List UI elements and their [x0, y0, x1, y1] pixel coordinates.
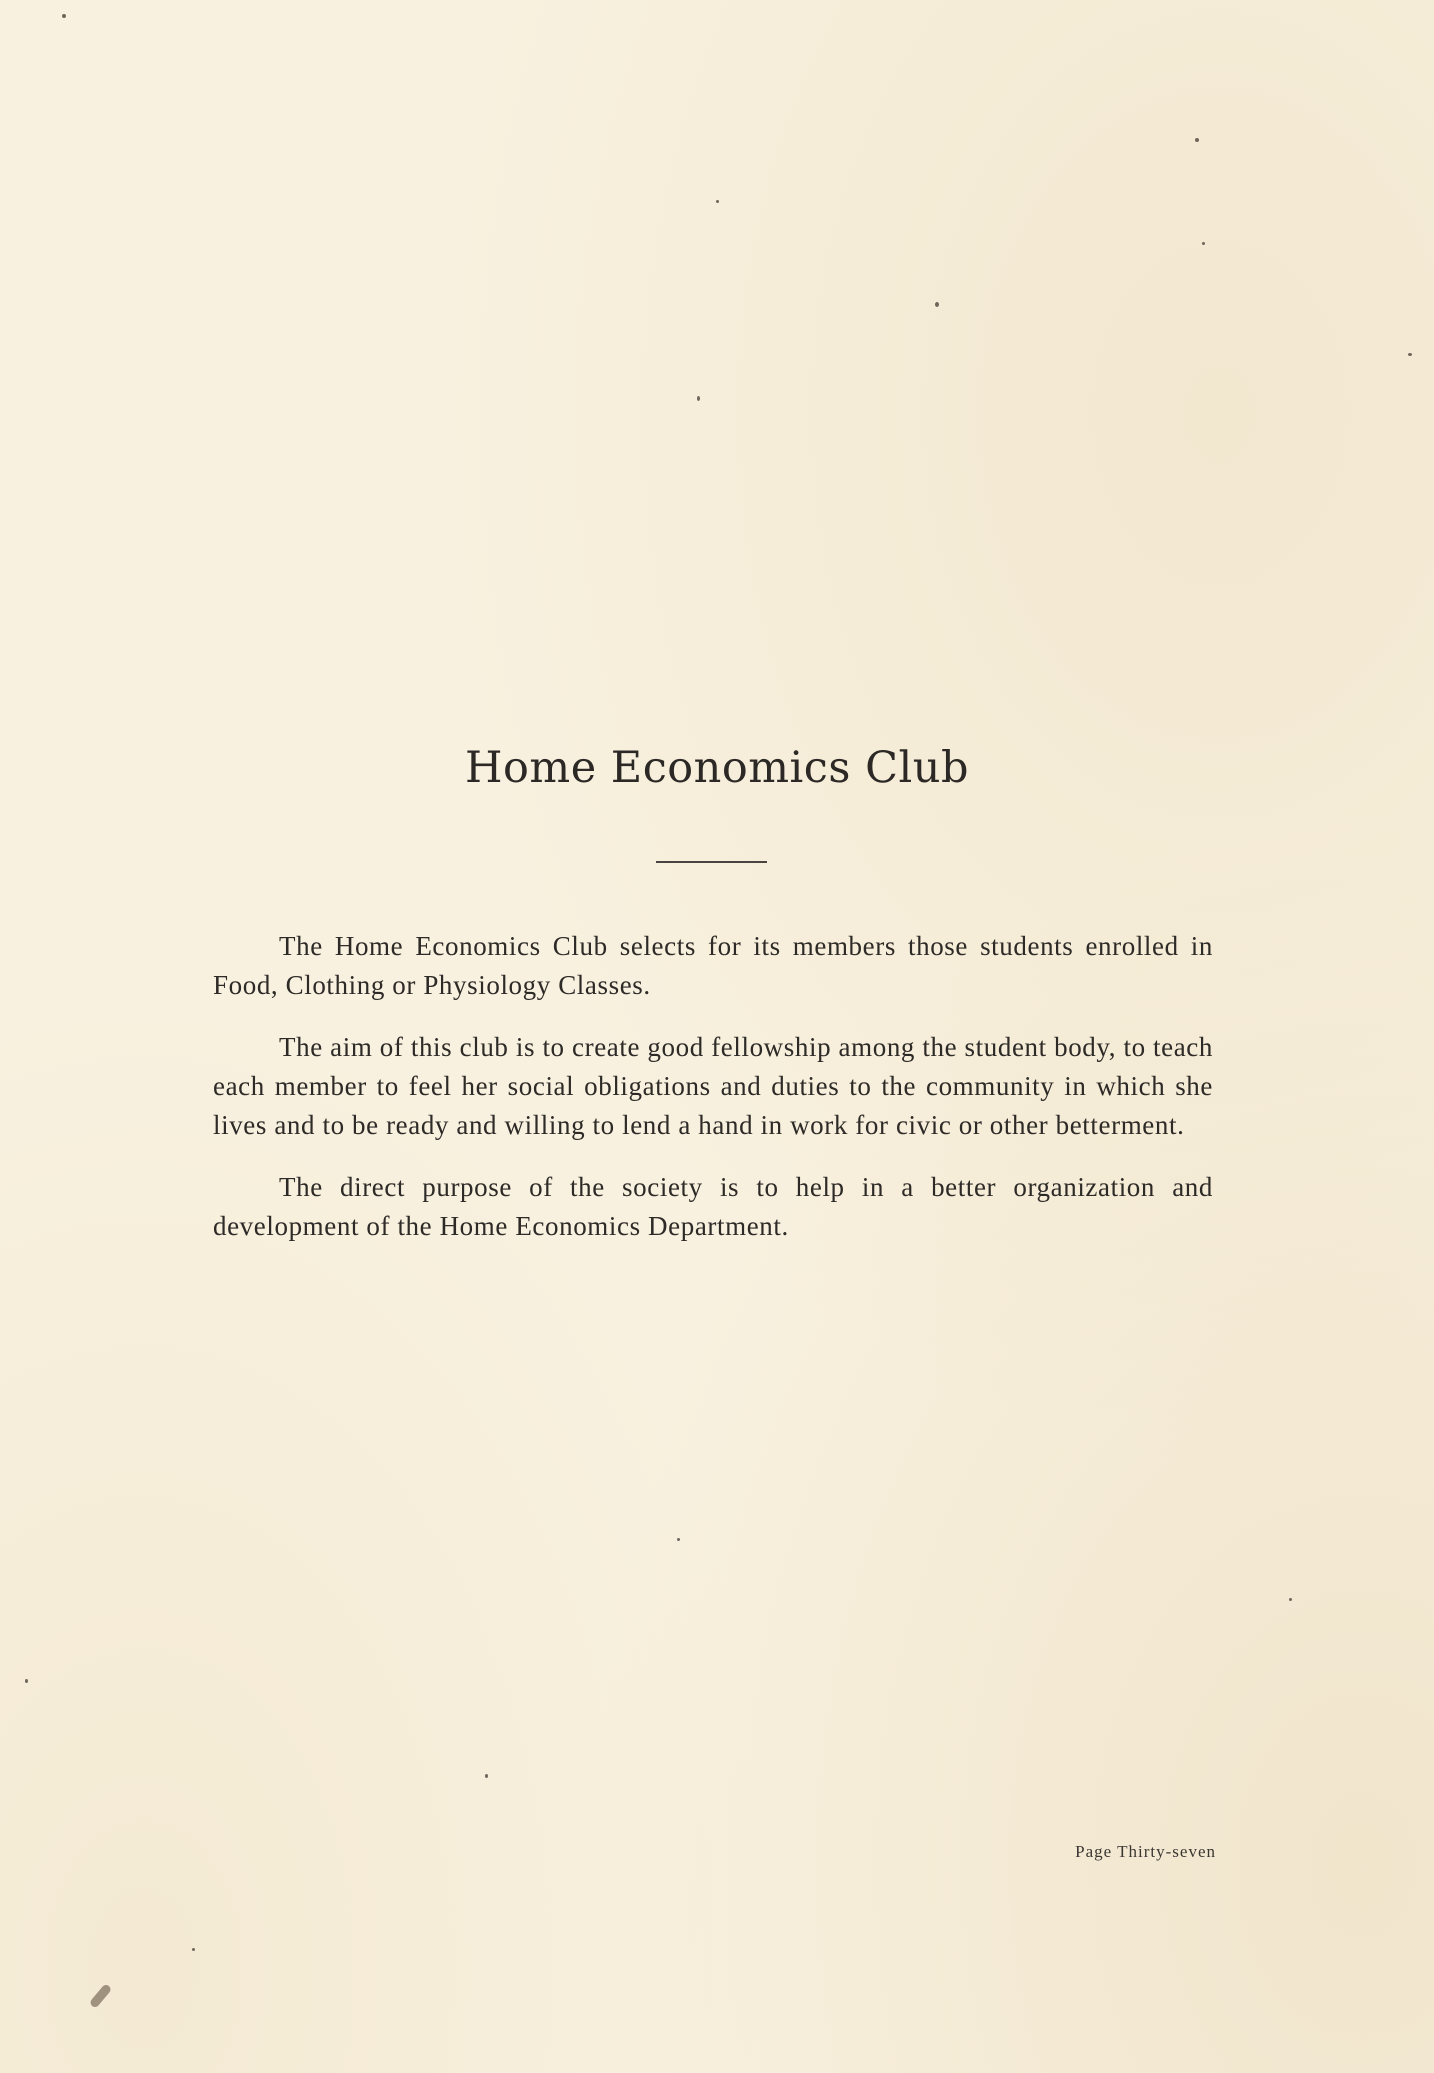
paragraph: The Home Economics Club selects for its members those students enrolled in Food, Clothing or Physiology Classes. — [213, 931, 1213, 1000]
paper-speck — [485, 1774, 488, 1778]
ink-smudge — [89, 1983, 113, 2009]
paper-speck — [192, 1948, 195, 1951]
paper-speck — [935, 302, 939, 307]
paper-speck — [1408, 353, 1412, 356]
body-text — [213, 927, 1213, 1269]
paper-speck — [677, 1538, 680, 1541]
paper-speck — [25, 1679, 28, 1683]
paper-speck — [1289, 1598, 1292, 1601]
paper-speck — [1195, 138, 1199, 142]
paragraph: The direct purpose of the society is to help in a better organization and development of the Home Economics Department. — [213, 1172, 1213, 1241]
paper-speck — [1202, 242, 1205, 245]
paper-speck — [697, 396, 700, 401]
page-number: Page Thirty-seven — [1075, 1842, 1216, 1861]
paper-speck — [716, 200, 719, 203]
page-title: Home Economics Club — [465, 743, 969, 793]
title-divider — [656, 861, 767, 863]
paragraph: The aim of this club is to create good fellowship among the student body, to teach each member to feel her social obligations and duties to the community in which she lives and to be ready and willing to lend a hand in work for civic or other betterment. — [213, 1032, 1213, 1140]
paper-speck — [62, 14, 66, 18]
